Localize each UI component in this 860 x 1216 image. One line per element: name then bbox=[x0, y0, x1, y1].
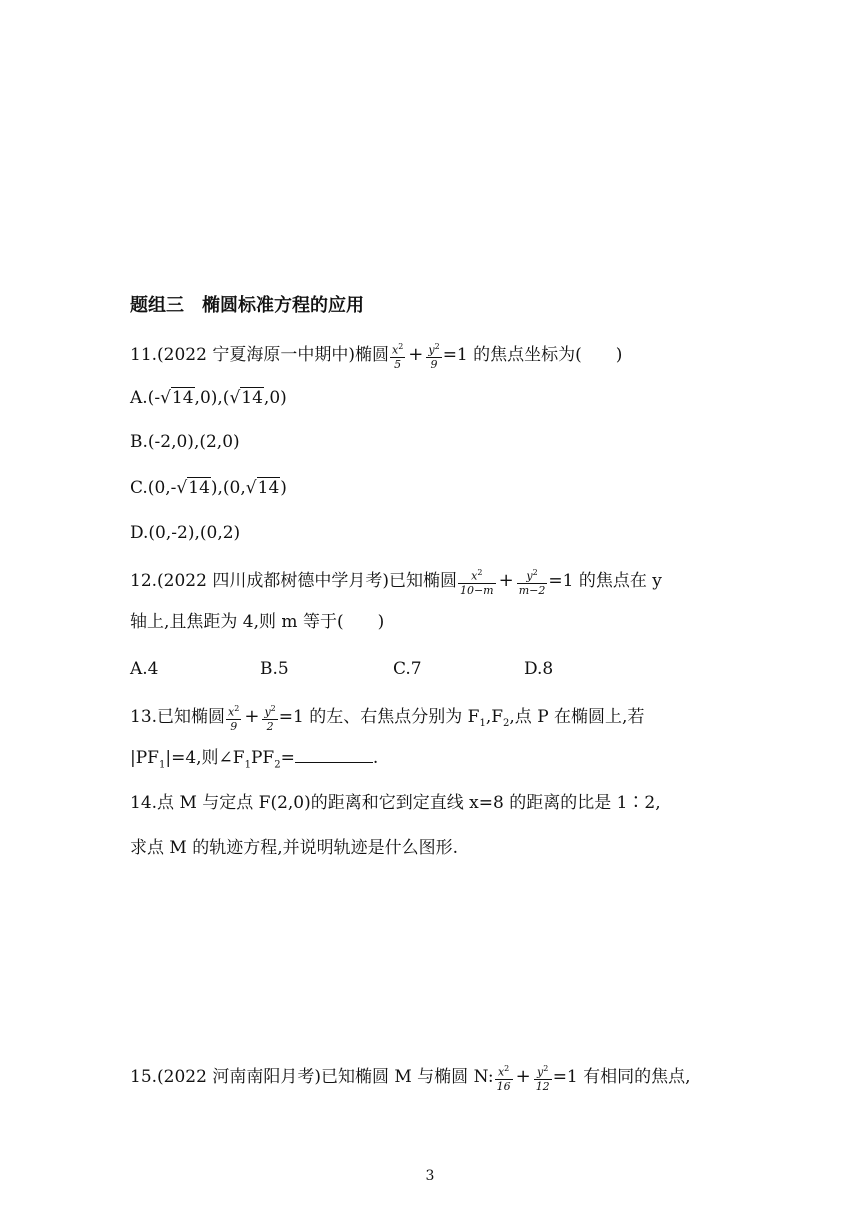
q13-line2: $|PF_1|=4$,则$\angle F_1PF_2=$ . bbox=[130, 748, 379, 771]
q12-fraction-x: $\frac{x^2}{10-m}$ bbox=[459, 568, 494, 597]
q11-f2-num: y bbox=[428, 343, 435, 357]
q11-f1-den: 5 bbox=[394, 357, 402, 371]
q13-fraction-y: $\frac{y^2}{2}$ bbox=[264, 704, 276, 733]
q12-option-b: B.5 bbox=[260, 659, 289, 679]
page-number: 3 bbox=[425, 1168, 435, 1184]
q12-option-a: A.4 bbox=[130, 659, 159, 679]
q11-suffix: =1 的焦点坐标为( ) bbox=[442, 344, 623, 365]
question-11 bbox=[130, 340, 622, 371]
section-heading: 题组三 椭圆标准方程的应用 bbox=[130, 295, 364, 316]
q14-line2: 求点 M 的轨迹方程,并说明轨迹是什么图形. bbox=[130, 838, 459, 858]
sqrt-symbol: √14 bbox=[245, 478, 280, 498]
question-13: 13.已知椭圆 $\frac{x^2}{9}$ + $\frac{y^2}{2}$ =1 的左、右焦点分别为 $F_1,F_2$,点 P 在椭圆上,若 bbox=[130, 704, 645, 733]
q12-option-c: C.7 bbox=[393, 659, 422, 679]
q14-line1: 14.点 M 与定点 F(2,0)的距离和它到定直线 x=8 的距离的比是 1∶2, bbox=[130, 793, 661, 813]
sqrt-symbol: √14 bbox=[160, 388, 194, 408]
q11-f2-den: 9 bbox=[430, 357, 438, 371]
sqrt-symbol: √14 bbox=[229, 388, 263, 408]
q12-line2: 轴上,且焦距为 4,则 m 等于( ) bbox=[130, 612, 385, 632]
q15-fraction-x: $\frac{x^2}{16}$ bbox=[496, 1064, 511, 1093]
q12-fraction-y: $\frac{y^2}{m-2}$ bbox=[518, 568, 546, 597]
sqrt-symbol: √14 bbox=[176, 478, 210, 498]
q13-fraction-x: $\frac{x^2}{9}$ bbox=[228, 704, 240, 733]
q12-option-d: D.8 bbox=[524, 659, 554, 679]
q11-fraction-y: $\frac{y^2}{9}$ bbox=[428, 342, 440, 371]
q11-prefix: 11.(2022 宁夏海原一中期中)椭圆 bbox=[130, 344, 389, 365]
q15-fraction-y: $\frac{y^2}{12}$ bbox=[535, 1064, 550, 1093]
q11-option-a: A.(-√14,0),(√14,0) bbox=[130, 388, 287, 408]
q11-option-c: C.(0,-√14),(0,√14) bbox=[130, 478, 287, 498]
q11-fraction-x: $\frac{x^2}{5}$ bbox=[391, 342, 404, 371]
q11-plus: + bbox=[408, 343, 424, 365]
question-12: 12.(2022 四川成都树德中学月考)已知椭圆 $\frac{x^2}{10-m}$ + $\frac{y^2}{m-2}$ =1 的焦点在 y bbox=[130, 568, 662, 597]
q11-f1-num: x bbox=[391, 343, 399, 357]
question-15: 15.(2022 河南南阳月考)已知椭圆 M 与椭圆 N: $\frac{x^2}{16}$ + $\frac{y^2}{12}$ =1 有相同的焦点, bbox=[130, 1064, 691, 1093]
q12-prefix: 12.(2022 四川成都树德中学月考)已知椭圆 bbox=[130, 570, 457, 591]
q11-option-d: D.(0,-2),(0,2) bbox=[130, 523, 241, 543]
q12-suffix: =1 的焦点在 y bbox=[548, 570, 662, 591]
answer-blank[interactable] bbox=[295, 748, 373, 763]
q11-option-b: B.(-2,0),(2,0) bbox=[130, 432, 240, 452]
